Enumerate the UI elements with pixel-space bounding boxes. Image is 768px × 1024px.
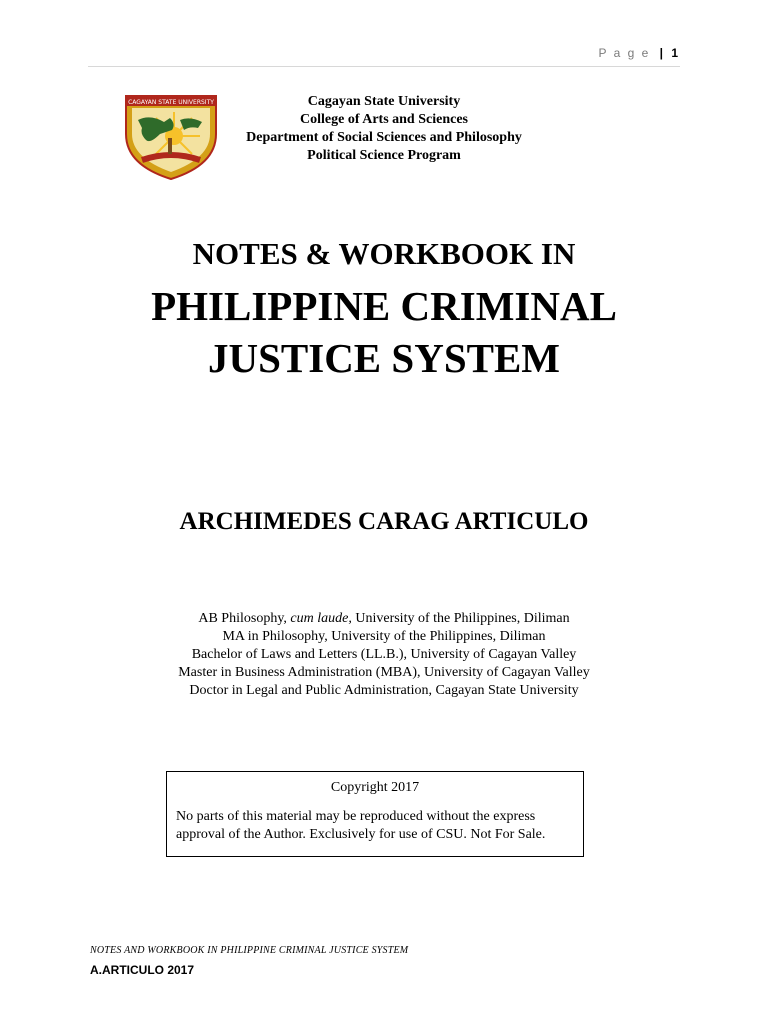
copyright-title: Copyright 2017 [330, 780, 420, 795]
title-line-3: JUSTICE SYSTEM [207, 335, 561, 381]
program-name: Political Science Program [307, 148, 461, 163]
institution-block [200, 93, 568, 165]
credential-line-2: MA in Philosophy, University of the Philippines, Diliman [222, 629, 546, 644]
page-separator: | [659, 46, 663, 60]
page-header [88, 46, 678, 60]
copyright-notice-line-1: No parts of this material may be reproduced without the express [176, 809, 536, 824]
footer-author: A.ARTICULO 2017 [90, 963, 195, 977]
header-divider [88, 66, 680, 67]
svg-text:CAGAYAN STATE UNIVERSITY: CAGAYAN STATE UNIVERSITY [128, 99, 214, 106]
credential-line-5: Doctor in Legal and Public Administration, Cagayan State University [189, 683, 579, 698]
title-line-2: PHILIPPINE CRIMINAL [151, 283, 617, 329]
credential-line-3: Bachelor of Laws and Letters (LL.B.), University of Cagayan Valley [191, 647, 577, 662]
page-label: P a g e [598, 46, 651, 60]
credential-line-4: Master in Business Administration (MBA), University of Cagayan Valley [178, 665, 590, 680]
page-number: 1 [671, 46, 678, 60]
footer-title: NOTES AND WORKBOOK IN PHILIPPINE CRIMINAL JUSTICE SYSTEM [90, 945, 409, 956]
department-name: Department of Social Sciences and Philosophy [246, 130, 522, 145]
university-name: Cagayan State University [307, 94, 461, 109]
author-name: ARCHIMEDES CARAG ARTICULO [179, 508, 589, 535]
credentials-block [0, 610, 768, 700]
copyright-notice [176, 808, 576, 844]
copyright-notice-line-2: approval of the Author. Exclusively for use of CSU. Not For Sale. [176, 827, 546, 842]
copyright-box [166, 771, 584, 857]
main-title [0, 280, 768, 384]
college-name: College of Arts and Sciences [300, 112, 468, 127]
credential-line-1: AB Philosophy, cum laude, University of the Philippines, Diliman [198, 611, 570, 626]
title-line-1: NOTES & WORKBOOK IN [192, 236, 576, 271]
